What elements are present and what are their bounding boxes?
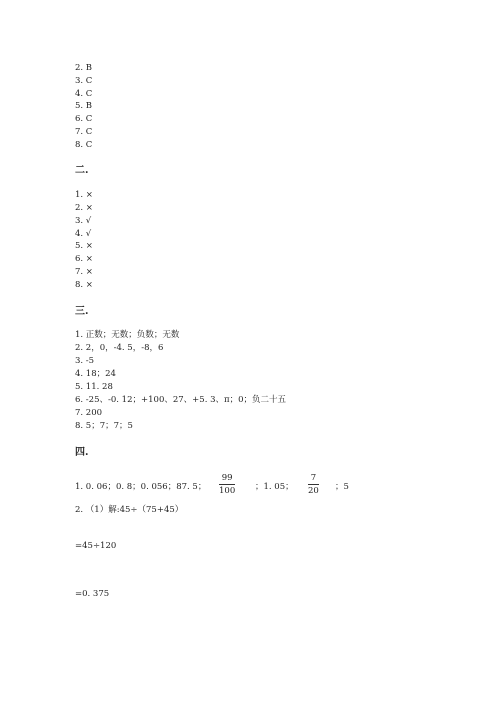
q1-answer-line [75,473,375,502]
list-item: 8. C [75,140,93,150]
q1-text-part3: ；5 [335,482,349,492]
section-heading-3: 三. [75,306,89,317]
list-item: 7. 200 [75,408,103,418]
fraction-7-over-20 [308,473,319,496]
fraction-numerator: 99 [221,473,233,483]
list-item: 1. 正数；无数；负数；无数 [75,330,180,340]
fraction-denominator: 100 [219,486,236,496]
list-item: 7. × [75,267,93,277]
list-item: 4. C [75,89,93,99]
q1-text-part1: 1. 0. 06；0. 8；0. 056；87. 5； [75,482,207,492]
q2-solution-line1: 2. （1）解:45÷（75+45） [75,505,184,515]
list-item: 8. 5；7；7；5 [75,421,133,431]
fraction-99-over-100 [219,473,235,496]
q2-solution-line2: =45÷120 [75,541,117,551]
list-item: 6. × [75,254,93,264]
list-item: 2. × [75,203,93,213]
section-heading-4: 四. [75,447,89,458]
list-item: 7. C [75,127,93,137]
list-item: 1. × [75,190,93,200]
list-item: 3. C [75,76,93,86]
list-item: 3. -5 [75,356,95,366]
list-item: 5. 11. 28 [75,382,113,392]
list-item: 8. × [75,280,93,290]
list-item: 3. √ [75,216,92,226]
list-item: 5. × [75,241,93,251]
list-item: 5. B [75,101,93,111]
list-item: 2. B [75,63,93,73]
section-heading-2: 二. [75,165,89,176]
q1-text-part2: ；1. 05； [255,482,294,492]
fraction-numerator: 7 [310,473,317,483]
list-item: 6. -25、-0. 12；+100、27、+5. 3、π；0；负二十五 [75,395,286,405]
list-item: 4. √ [75,229,92,239]
list-item: 2. 2，0，-4. 5，-8，6 [75,343,164,353]
q2-solution-line3: =0. 375 [75,589,110,599]
list-item: 6. C [75,114,93,124]
fraction-denominator: 20 [308,486,319,496]
list-item: 4. 18；24 [75,369,116,379]
